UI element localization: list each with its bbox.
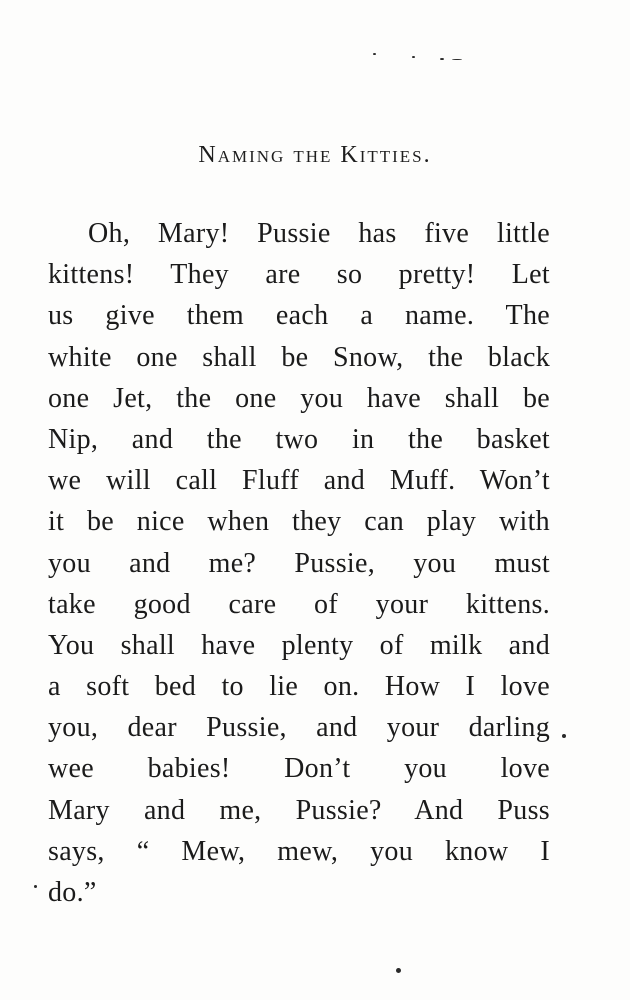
text-line: You shall have plenty of milk and [48,629,550,661]
scan-speck [34,885,37,888]
text-line: you and me? Pussie, you must [48,547,550,579]
text-line: kittens! They are so pretty! Let [48,259,550,291]
scan-speck [396,968,401,973]
scan-speck [440,58,444,60]
text-line: us give them each a name. The [48,300,550,332]
scan-speck [562,734,566,738]
text-line: do.” [48,877,97,908]
scan-speck [452,59,462,60]
story-paragraph [48,213,550,913]
text-line: Oh, Mary! Pussie has five little [88,218,550,249]
text-line: a soft bed to lie on. How I love [48,671,550,703]
text-line: wee babies! Don’t you love [48,753,550,785]
text-line: white one shall be Snow, the black [48,341,550,373]
text-line: you, dear Pussie, and your darling [48,712,550,744]
text-line: Nip, and the two in the basket [48,423,550,455]
scan-speck [373,53,376,55]
scan-speck [412,56,415,58]
text-line: we will call Fluff and Muff. Won’t [48,465,550,497]
text-line: Mary and me, Pussie? And Puss [48,794,550,826]
page-title: Naming the Kitties. [198,142,432,168]
text-line: it be nice when they can play with [48,506,550,538]
text-line: one Jet, the one you have shall be [48,382,550,414]
text-line: says, “ Mew, mew, you know I [48,835,550,867]
text-line: take good care of your kittens. [48,588,550,620]
